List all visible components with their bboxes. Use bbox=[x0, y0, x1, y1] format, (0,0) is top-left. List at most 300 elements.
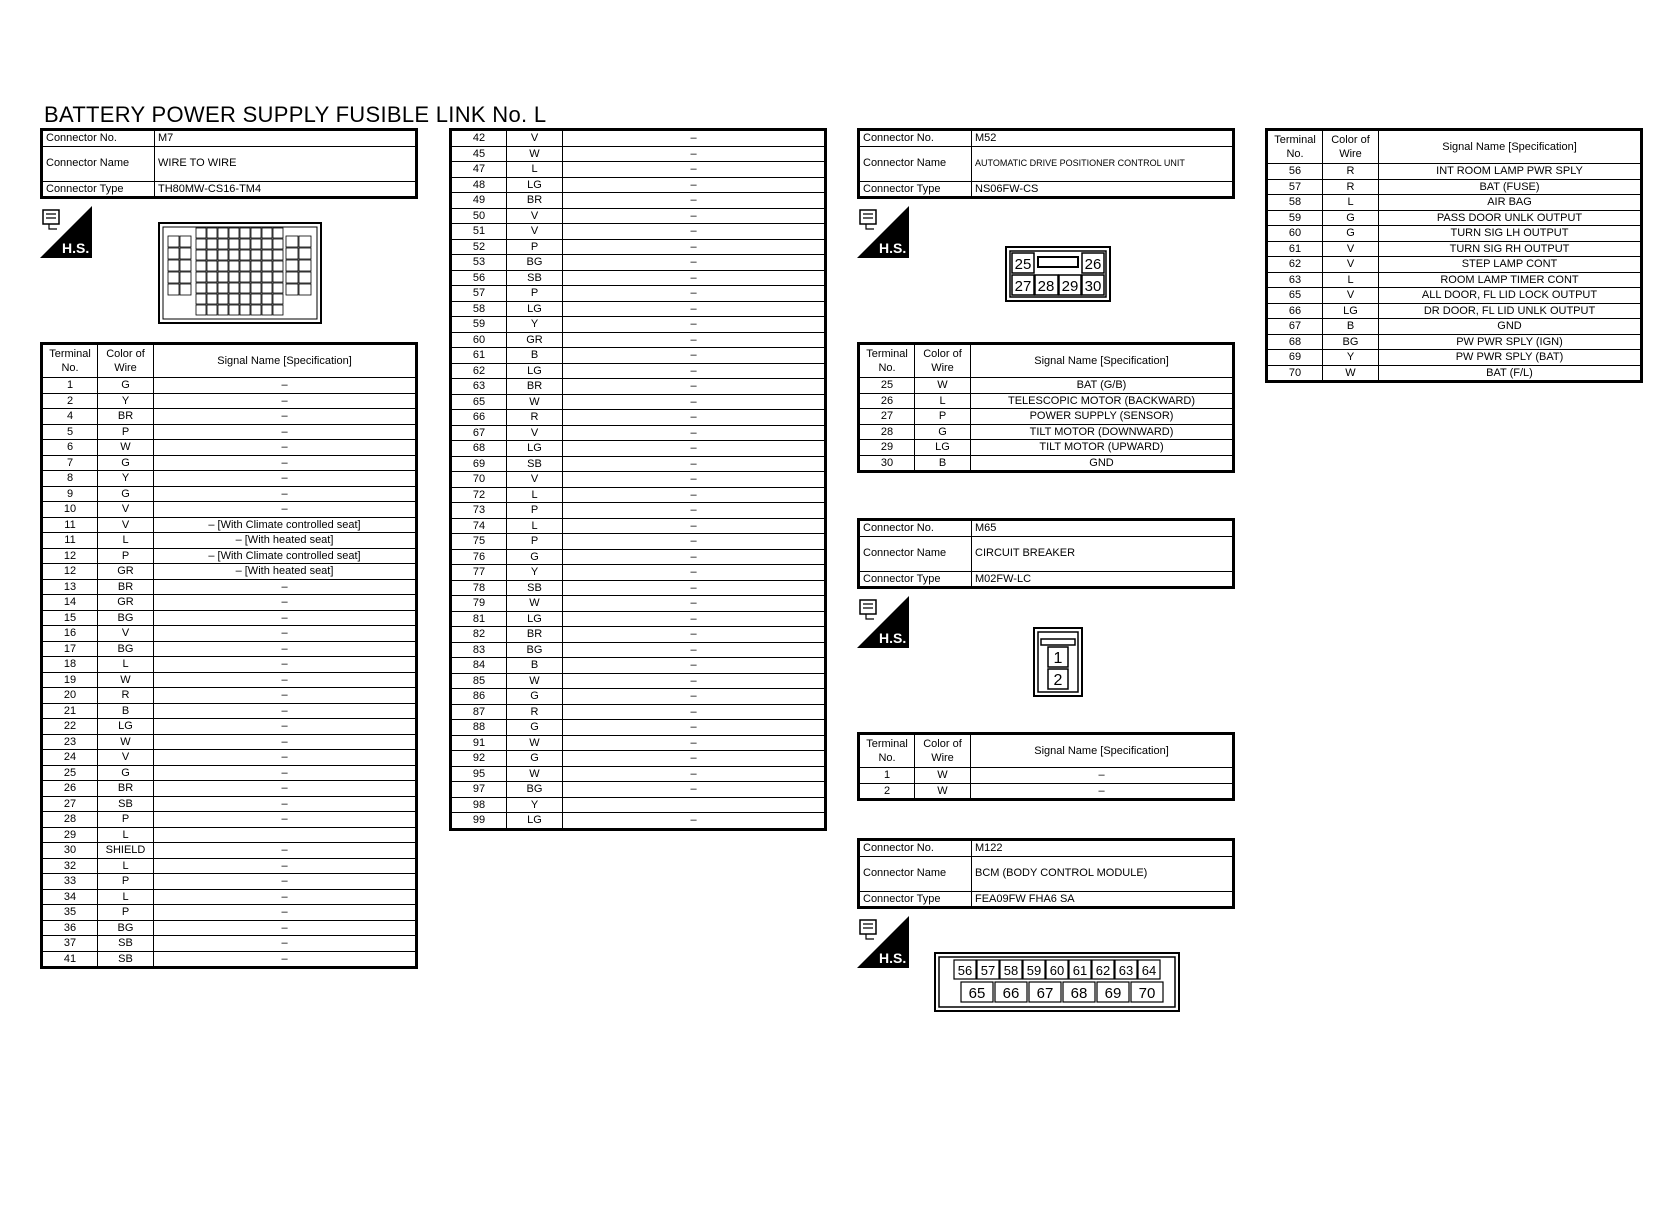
wire-color-cell: W bbox=[507, 146, 563, 162]
m7-pin-cavity bbox=[262, 228, 272, 238]
m7-pin-cavity bbox=[286, 248, 298, 259]
terminal-no-cell: 28 bbox=[859, 424, 915, 440]
table-row bbox=[451, 348, 826, 364]
wire-color-cell: SB bbox=[507, 456, 563, 472]
wire-color-cell: L bbox=[507, 162, 563, 178]
table-row bbox=[451, 425, 826, 441]
terminal-no-cell: 49 bbox=[451, 193, 507, 209]
terminal-no-cell: 79 bbox=[451, 596, 507, 612]
label-connector-no: Connector No. bbox=[859, 130, 972, 147]
signal-name-cell: – bbox=[563, 813, 826, 830]
m122-pin-label: 64 bbox=[1141, 963, 1157, 978]
terminal-no-cell: 59 bbox=[1267, 210, 1323, 226]
signal-name-cell: – bbox=[563, 627, 826, 643]
terminal-no-cell: 68 bbox=[1267, 334, 1323, 350]
signal-name-cell: – bbox=[154, 424, 417, 440]
terminal-no-cell: 69 bbox=[451, 456, 507, 472]
wire-color-cell: L bbox=[915, 393, 971, 409]
signal-name-cell: GND bbox=[971, 455, 1234, 472]
terminal-no-cell: 95 bbox=[451, 766, 507, 782]
label-connector-no: Connector No. bbox=[42, 130, 155, 147]
page-title: BATTERY POWER SUPPLY FUSIBLE LINK No. L bbox=[44, 102, 547, 127]
m7-connector-face bbox=[158, 222, 322, 324]
m7-pin-cavity bbox=[251, 272, 261, 282]
signal-name-cell: – bbox=[154, 874, 417, 890]
header-signal-name: Signal Name [Specification] bbox=[154, 344, 417, 378]
table-row bbox=[451, 797, 826, 813]
m7-pin-cavity bbox=[273, 305, 283, 315]
signal-name-cell: – bbox=[563, 782, 826, 798]
terminal-no-cell: 91 bbox=[451, 735, 507, 751]
wire-color-cell: R bbox=[1323, 164, 1379, 180]
table-row bbox=[451, 813, 826, 830]
m7-pin-cavity bbox=[207, 272, 217, 282]
terminal-no-cell: 29 bbox=[859, 440, 915, 456]
signal-name-cell: – bbox=[563, 503, 826, 519]
signal-name-cell: STEP LAMP CONT bbox=[1379, 257, 1642, 273]
table-row bbox=[451, 627, 826, 643]
wire-color-cell: W bbox=[915, 378, 971, 394]
m7-pin-cavity bbox=[299, 248, 311, 259]
m52-connector-face bbox=[1005, 246, 1111, 302]
table-row bbox=[42, 905, 417, 921]
terminal-no-cell: 63 bbox=[451, 379, 507, 395]
signal-name-cell: – bbox=[154, 765, 417, 781]
table-row bbox=[1267, 303, 1642, 319]
terminal-no-cell: 97 bbox=[451, 782, 507, 798]
signal-name-cell: – bbox=[154, 672, 417, 688]
wire-color-cell: BG bbox=[98, 920, 154, 936]
terminal-no-cell: 34 bbox=[42, 889, 98, 905]
signal-name-cell: – [With heated seat] bbox=[154, 564, 417, 580]
table-row bbox=[1267, 288, 1642, 304]
table-row bbox=[451, 642, 826, 658]
m122-pin-label: 68 bbox=[1070, 985, 1088, 1002]
wire-color-cell: B bbox=[507, 658, 563, 674]
table-row bbox=[451, 658, 826, 674]
table-row bbox=[42, 595, 417, 611]
wire-color-cell: W bbox=[915, 783, 971, 800]
m52-terminal-table bbox=[857, 342, 1235, 473]
table-row bbox=[42, 734, 417, 750]
signal-name-cell: TURN SIG LH OUTPUT bbox=[1379, 226, 1642, 242]
m7-pin-cavity bbox=[229, 272, 239, 282]
m65-connector-name: CIRCUIT BREAKER bbox=[972, 536, 1234, 571]
wire-color-cell: BR bbox=[507, 379, 563, 395]
signal-name-cell: – bbox=[563, 394, 826, 410]
wire-color-cell: Y bbox=[98, 393, 154, 409]
terminal-no-cell: 57 bbox=[1267, 179, 1323, 195]
wire-color-cell: LG bbox=[507, 177, 563, 193]
signal-name-cell: – bbox=[154, 393, 417, 409]
terminal-no-cell: 23 bbox=[42, 734, 98, 750]
wire-color-cell: B bbox=[915, 455, 971, 472]
terminal-no-cell: 21 bbox=[42, 703, 98, 719]
wire-color-cell: BR bbox=[507, 193, 563, 209]
m7-pin-cavity bbox=[229, 305, 239, 315]
signal-name-cell: – bbox=[563, 162, 826, 178]
signal-name-cell: – bbox=[563, 239, 826, 255]
wire-color-cell: W bbox=[1323, 365, 1379, 382]
signal-name-cell: BAT (FUSE) bbox=[1379, 179, 1642, 195]
wire-color-cell: W bbox=[98, 440, 154, 456]
m7-pin-cavity bbox=[207, 305, 217, 315]
wire-color-cell: G bbox=[507, 689, 563, 705]
m122-connector-type: FEA09FW FHA6 SA bbox=[972, 891, 1234, 908]
table-row bbox=[42, 796, 417, 812]
m7-pin-cavity bbox=[251, 305, 261, 315]
table-row bbox=[451, 472, 826, 488]
table-row bbox=[1267, 365, 1642, 382]
signal-name-cell: – bbox=[154, 843, 417, 859]
m7-pin-cavity bbox=[240, 261, 250, 271]
signal-name-cell: – bbox=[563, 673, 826, 689]
signal-name-cell: – bbox=[563, 193, 826, 209]
m7-pin-cavity bbox=[251, 228, 261, 238]
terminal-no-cell: 18 bbox=[42, 657, 98, 673]
wire-color-cell: L bbox=[98, 657, 154, 673]
wire-color-cell: V bbox=[507, 472, 563, 488]
wire-color-cell: V bbox=[1323, 257, 1379, 273]
terminal-no-cell: 36 bbox=[42, 920, 98, 936]
table-row bbox=[451, 689, 826, 705]
m122-pin-label: 58 bbox=[1003, 963, 1019, 978]
m7-pin-cavity bbox=[218, 283, 228, 293]
m122-connector-no: M122 bbox=[972, 840, 1234, 857]
label-connector-name: Connector Name bbox=[859, 856, 972, 891]
m7-connector-no: M7 bbox=[155, 130, 417, 147]
wire-color-cell: GR bbox=[98, 564, 154, 580]
header-color-of-wire: Color of Wire bbox=[915, 344, 971, 378]
wire-color-cell: P bbox=[98, 874, 154, 890]
signal-name-cell: – bbox=[154, 455, 417, 471]
table-row bbox=[451, 130, 826, 147]
wire-color-cell: G bbox=[915, 424, 971, 440]
signal-name-cell: – bbox=[154, 595, 417, 611]
wire-color-cell: LG bbox=[507, 363, 563, 379]
table-row bbox=[451, 704, 826, 720]
m7-pin-cavity bbox=[229, 239, 239, 249]
m7-pin-cavity bbox=[262, 283, 272, 293]
table-row bbox=[42, 579, 417, 595]
wire-color-cell: L bbox=[98, 858, 154, 874]
table-row bbox=[451, 751, 826, 767]
terminal-no-cell: 12 bbox=[42, 564, 98, 580]
m52-pin-26: 26 bbox=[1084, 256, 1102, 273]
table-row bbox=[451, 596, 826, 612]
table-row bbox=[451, 332, 826, 348]
wire-color-cell: L bbox=[507, 518, 563, 534]
wire-color-cell: L bbox=[1323, 195, 1379, 211]
wire-color-cell: Y bbox=[98, 471, 154, 487]
signal-name-cell: – bbox=[563, 286, 826, 302]
wire-color-cell: R bbox=[507, 704, 563, 720]
wire-color-cell: P bbox=[915, 409, 971, 425]
signal-name-cell: – bbox=[154, 657, 417, 673]
m122-pin-label: 59 bbox=[1026, 963, 1042, 978]
m7-pin-cavity bbox=[286, 260, 298, 271]
m7-pin-cavity bbox=[273, 294, 283, 304]
m7-pin-cavity bbox=[273, 250, 283, 260]
hs-badge-text: H.S. bbox=[879, 240, 907, 256]
signal-name-cell: – bbox=[154, 781, 417, 797]
signal-name-cell: – bbox=[154, 734, 417, 750]
terminal-no-cell: 69 bbox=[1267, 350, 1323, 366]
terminal-no-cell: 84 bbox=[451, 658, 507, 674]
terminal-no-cell: 30 bbox=[859, 455, 915, 472]
signal-name-cell: – bbox=[971, 783, 1234, 800]
wire-color-cell: SB bbox=[507, 580, 563, 596]
signal-name-cell: – bbox=[563, 363, 826, 379]
terminal-no-cell: 6 bbox=[42, 440, 98, 456]
m52-connector-type: NS06FW-CS bbox=[972, 181, 1234, 198]
signal-name-cell bbox=[154, 827, 417, 843]
signal-name-cell: – bbox=[154, 610, 417, 626]
m7-pin-cavity bbox=[273, 261, 283, 271]
m7-pin-cavity bbox=[229, 261, 239, 271]
m52-info-table bbox=[857, 128, 1235, 199]
wire-color-cell: BR bbox=[507, 627, 563, 643]
table-row bbox=[451, 239, 826, 255]
label-connector-name: Connector Name bbox=[859, 536, 972, 571]
table-row bbox=[451, 766, 826, 782]
m7-pin-cavity bbox=[273, 239, 283, 249]
signal-name-cell: – bbox=[154, 889, 417, 905]
wire-color-cell: BR bbox=[98, 579, 154, 595]
table-row bbox=[42, 610, 417, 626]
wire-color-cell: W bbox=[98, 734, 154, 750]
m7-pin-cavity bbox=[207, 261, 217, 271]
m7-pin-cavity bbox=[196, 283, 206, 293]
table-row bbox=[42, 936, 417, 952]
m7-pin-cavity bbox=[168, 236, 179, 247]
m7-pin-cavity bbox=[286, 284, 298, 295]
m7-pin-cavity bbox=[273, 228, 283, 238]
terminal-no-cell: 77 bbox=[451, 565, 507, 581]
table-row bbox=[42, 889, 417, 905]
wire-color-cell: V bbox=[98, 517, 154, 533]
signal-name-cell: – bbox=[154, 486, 417, 502]
wire-color-cell: LG bbox=[507, 813, 563, 830]
signal-name-cell: – bbox=[154, 750, 417, 766]
signal-name-cell: – bbox=[563, 255, 826, 271]
wire-color-cell: W bbox=[507, 673, 563, 689]
wire-color-cell: G bbox=[98, 765, 154, 781]
table-row bbox=[859, 393, 1234, 409]
terminal-no-cell: 60 bbox=[1267, 226, 1323, 242]
m7-pin-cavity bbox=[196, 261, 206, 271]
table-row bbox=[451, 782, 826, 798]
wire-color-cell: SHIELD bbox=[98, 843, 154, 859]
terminal-no-cell: 10 bbox=[42, 502, 98, 518]
table-row bbox=[451, 317, 826, 333]
table-row bbox=[859, 378, 1234, 394]
wire-color-cell: LG bbox=[915, 440, 971, 456]
table-row bbox=[42, 688, 417, 704]
signal-name-cell: – bbox=[154, 409, 417, 425]
table-row bbox=[451, 146, 826, 162]
table-row bbox=[42, 920, 417, 936]
terminal-no-cell: 4 bbox=[42, 409, 98, 425]
m7-pin-cavity bbox=[168, 260, 179, 271]
table-row bbox=[42, 393, 417, 409]
m7-pin-cavity bbox=[229, 283, 239, 293]
terminal-no-cell: 2 bbox=[42, 393, 98, 409]
table-row bbox=[1267, 241, 1642, 257]
wire-color-cell: L bbox=[98, 827, 154, 843]
terminal-no-cell: 9 bbox=[42, 486, 98, 502]
terminal-no-cell: 45 bbox=[451, 146, 507, 162]
table-row bbox=[451, 580, 826, 596]
header-terminal-no: Terminal No. bbox=[859, 344, 915, 378]
m52-pin-25: 25 bbox=[1014, 256, 1032, 273]
terminal-no-cell: 72 bbox=[451, 487, 507, 503]
wire-color-cell: P bbox=[98, 905, 154, 921]
terminal-no-cell: 37 bbox=[42, 936, 98, 952]
m7-pin-cavity bbox=[196, 239, 206, 249]
m65-connector-face bbox=[1033, 627, 1083, 697]
terminal-no-cell: 70 bbox=[1267, 365, 1323, 382]
header-terminal-no: Terminal No. bbox=[1267, 130, 1323, 164]
m7-pin-cavity bbox=[180, 260, 191, 271]
wire-color-cell: G bbox=[98, 378, 154, 394]
table-row bbox=[451, 224, 826, 240]
m7-pin-cavity bbox=[180, 284, 191, 295]
table-row bbox=[42, 781, 417, 797]
table-row bbox=[1267, 334, 1642, 350]
m7-pin-cavity bbox=[196, 250, 206, 260]
table-row bbox=[1267, 319, 1642, 335]
terminal-no-cell: 2 bbox=[859, 783, 915, 800]
wire-color-cell: V bbox=[1323, 288, 1379, 304]
m122-pin-label: 66 bbox=[1002, 985, 1020, 1002]
m7-pin-cavity bbox=[196, 272, 206, 282]
table-row bbox=[859, 409, 1234, 425]
table-row bbox=[859, 783, 1234, 800]
terminal-no-cell: 66 bbox=[451, 410, 507, 426]
table-row bbox=[451, 270, 826, 286]
terminal-no-cell: 26 bbox=[42, 781, 98, 797]
m122-pin-label: 67 bbox=[1036, 985, 1054, 1002]
wire-color-cell: LG bbox=[507, 441, 563, 457]
terminal-no-cell: 28 bbox=[42, 812, 98, 828]
wire-color-cell: G bbox=[1323, 210, 1379, 226]
terminal-no-cell: 51 bbox=[451, 224, 507, 240]
m7-pin-cavity bbox=[299, 260, 311, 271]
m7-pin-cavity bbox=[273, 272, 283, 282]
wire-color-cell: W bbox=[507, 596, 563, 612]
terminal-no-cell: 1 bbox=[42, 378, 98, 394]
terminal-no-cell: 27 bbox=[859, 409, 915, 425]
wire-color-cell: V bbox=[1323, 241, 1379, 257]
terminal-no-cell: 60 bbox=[451, 332, 507, 348]
m7-pin-cavity bbox=[180, 236, 191, 247]
terminal-no-cell: 27 bbox=[42, 796, 98, 812]
terminal-no-cell: 30 bbox=[42, 843, 98, 859]
wire-color-cell: G bbox=[507, 720, 563, 736]
signal-name-cell: – [With heated seat] bbox=[154, 533, 417, 549]
signal-name-cell: BAT (G/B) bbox=[971, 378, 1234, 394]
m122-pin-label: 65 bbox=[968, 985, 986, 1002]
label-connector-type: Connector Type bbox=[859, 181, 972, 198]
signal-name-cell: – [With Climate controlled seat] bbox=[154, 548, 417, 564]
terminal-no-cell: 20 bbox=[42, 688, 98, 704]
table-row bbox=[1267, 272, 1642, 288]
signal-name-cell: – bbox=[563, 472, 826, 488]
m7-pin-cavity bbox=[299, 284, 311, 295]
signal-name-cell: – bbox=[154, 641, 417, 657]
wire-color-cell: V bbox=[98, 750, 154, 766]
wire-color-cell: LG bbox=[507, 301, 563, 317]
table-row bbox=[1267, 164, 1642, 180]
header-terminal-no: Terminal No. bbox=[859, 734, 915, 768]
m7-pin-cavity bbox=[262, 294, 272, 304]
m7-pin-cavity bbox=[240, 272, 250, 282]
signal-name-cell: – bbox=[154, 688, 417, 704]
table-row bbox=[42, 533, 417, 549]
m7-pin-cavity bbox=[262, 261, 272, 271]
signal-name-cell: – bbox=[154, 905, 417, 921]
signal-name-cell: PW PWR SPLY (BAT) bbox=[1379, 350, 1642, 366]
table-row bbox=[42, 455, 417, 471]
table-row bbox=[42, 378, 417, 394]
table-row bbox=[451, 673, 826, 689]
m52-connector-no: M52 bbox=[972, 130, 1234, 147]
wire-color-cell: G bbox=[507, 549, 563, 565]
signal-name-cell: – bbox=[563, 317, 826, 333]
terminal-no-cell: 98 bbox=[451, 797, 507, 813]
m65-info-table bbox=[857, 518, 1235, 589]
m7-pin-cavity bbox=[229, 250, 239, 260]
terminal-no-cell: 65 bbox=[1267, 288, 1323, 304]
wire-color-cell: GR bbox=[98, 595, 154, 611]
signal-name-cell: ROOM LAMP TIMER CONT bbox=[1379, 272, 1642, 288]
m7-pin-cavity bbox=[273, 283, 283, 293]
wire-color-cell: BG bbox=[98, 610, 154, 626]
hs-badge-icon bbox=[857, 206, 909, 258]
m65-terminal-table bbox=[857, 732, 1235, 801]
wire-color-cell: SB bbox=[98, 936, 154, 952]
m7-pin-cavity bbox=[251, 261, 261, 271]
label-connector-no: Connector No. bbox=[859, 840, 972, 857]
terminal-no-cell: 32 bbox=[42, 858, 98, 874]
wire-color-cell: R bbox=[98, 688, 154, 704]
wire-color-cell: BG bbox=[507, 255, 563, 271]
signal-name-cell: – bbox=[563, 565, 826, 581]
table-row bbox=[1267, 226, 1642, 242]
signal-name-cell: – bbox=[563, 379, 826, 395]
wire-color-cell: L bbox=[98, 889, 154, 905]
table-row bbox=[42, 827, 417, 843]
signal-name-cell: DR DOOR, FL LID UNLK OUTPUT bbox=[1379, 303, 1642, 319]
m7-pin-cavity bbox=[262, 305, 272, 315]
terminal-no-cell: 5 bbox=[42, 424, 98, 440]
m52-pin-27: 27 bbox=[1014, 278, 1032, 295]
signal-name-cell: ALL DOOR, FL LID LOCK OUTPUT bbox=[1379, 288, 1642, 304]
m122-pin-label: 69 bbox=[1104, 985, 1122, 1002]
signal-name-cell: – bbox=[154, 378, 417, 394]
hs-badge-icon bbox=[857, 596, 909, 648]
signal-name-cell: – bbox=[154, 579, 417, 595]
m7-pin-cavity bbox=[218, 272, 228, 282]
terminal-no-cell: 63 bbox=[1267, 272, 1323, 288]
header-signal-name: Signal Name [Specification] bbox=[1379, 130, 1642, 164]
table-row bbox=[451, 518, 826, 534]
m7-pin-cavity bbox=[180, 248, 191, 259]
m7-pin-cavity bbox=[240, 250, 250, 260]
signal-name-cell: – bbox=[563, 332, 826, 348]
terminal-no-cell: 25 bbox=[859, 378, 915, 394]
